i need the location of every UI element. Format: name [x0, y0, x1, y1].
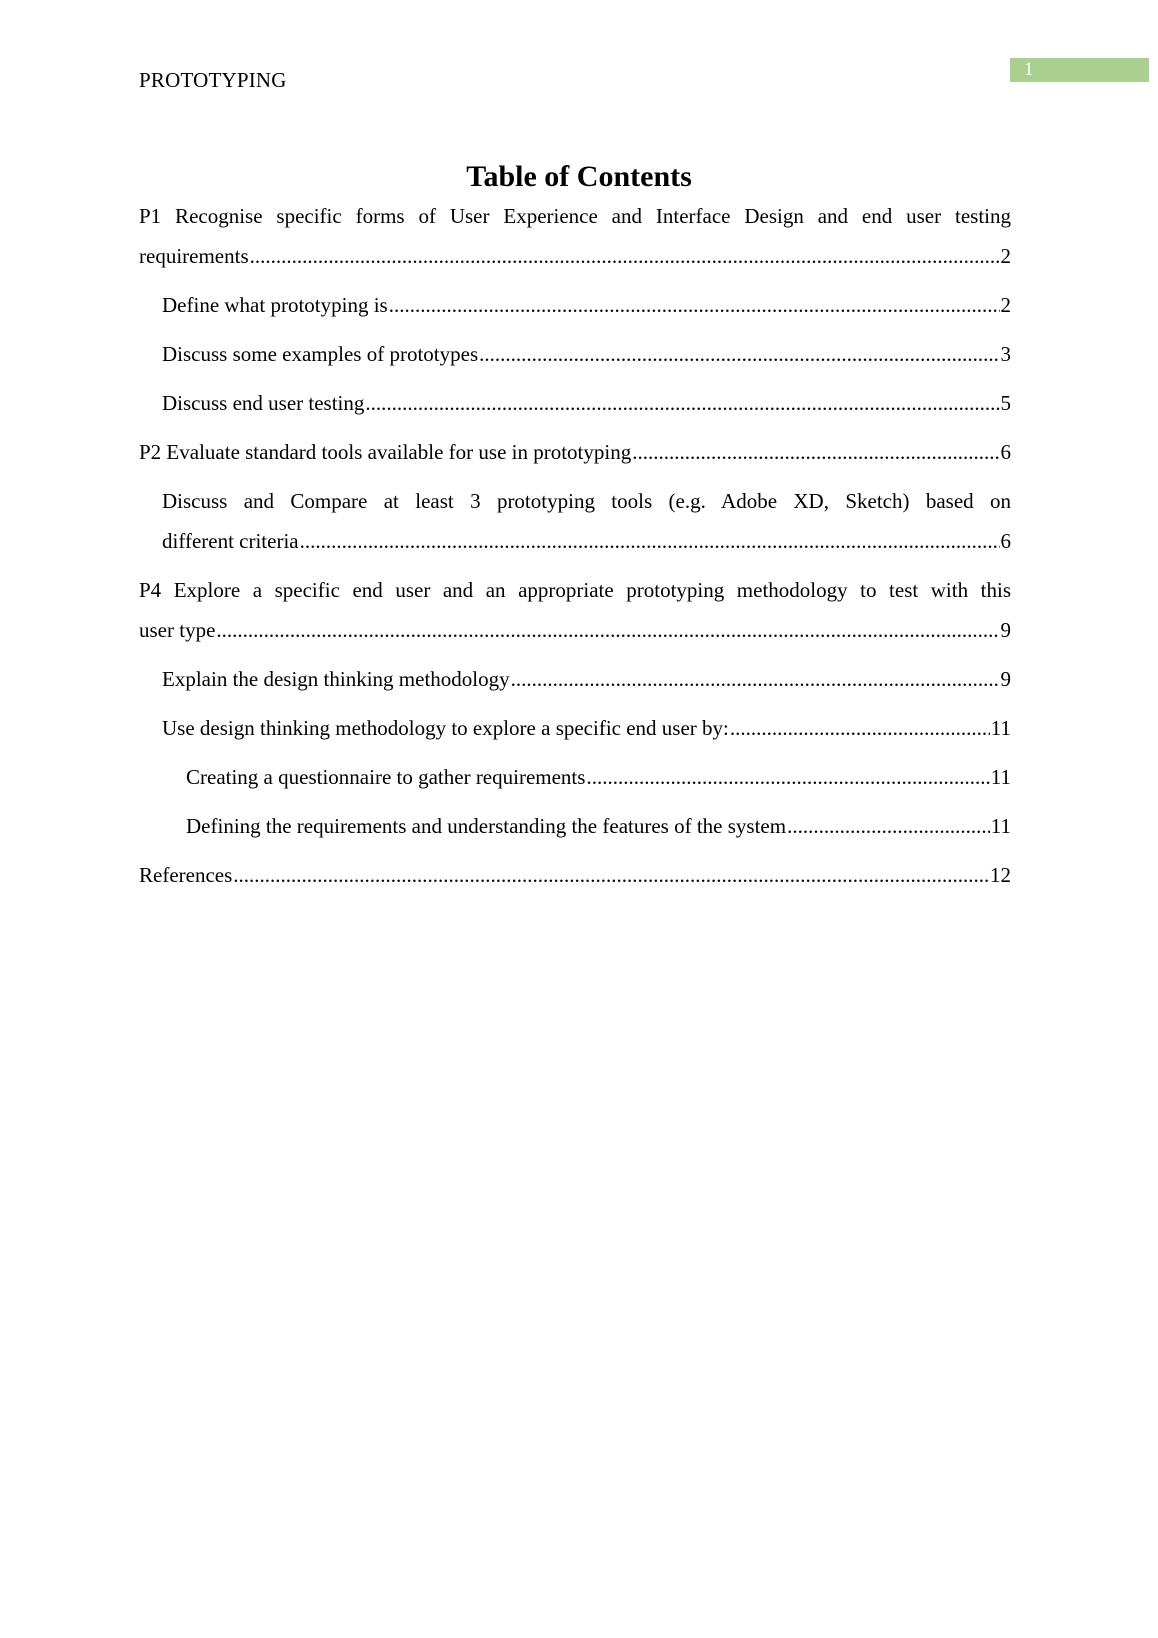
- dot-leader: [511, 659, 1000, 699]
- toc-entry[interactable]: [139, 383, 1011, 423]
- toc-entry-text: Creating a questionnaire to gather requirements: [186, 765, 586, 789]
- toc-entry[interactable]: [139, 855, 1011, 895]
- toc-entry[interactable]: [139, 481, 1011, 561]
- toc-page-number: 5: [1000, 391, 1011, 415]
- page-number-badge: 1: [1010, 58, 1149, 82]
- toc-entry[interactable]: [139, 806, 1011, 846]
- toc-entry-text: P2 Evaluate standard tools available for use in prototyping: [139, 440, 632, 464]
- toc-entry-text: Discuss end user testing: [162, 391, 365, 415]
- toc-entry[interactable]: [139, 285, 1011, 325]
- toc-entry-text: Use design thinking methodology to explore a specific end user by:: [162, 716, 729, 740]
- dot-leader: [365, 383, 999, 423]
- toc-entry-text: Discuss some examples of prototypes: [162, 342, 479, 366]
- toc-page-number: 2: [1000, 293, 1011, 317]
- toc-entry[interactable]: [139, 659, 1011, 699]
- toc-page-number: 11: [990, 765, 1011, 789]
- toc-entry-text: References: [139, 863, 233, 887]
- toc-entry[interactable]: [139, 708, 1011, 748]
- toc-entry-text: user type: [139, 618, 216, 642]
- toc-entry-text: Explain the design thinking methodology: [162, 667, 510, 691]
- toc-page-number: 9: [1000, 618, 1011, 642]
- toc-entry[interactable]: [139, 334, 1011, 374]
- toc-entry-text-line: P4 Explore a specific end user and an appropriate prototyping methodology to test with this: [139, 578, 1011, 602]
- dot-leader: [300, 521, 1000, 561]
- toc-page-number: 6: [1000, 440, 1011, 464]
- dot-leader: [250, 236, 1000, 276]
- dot-leader: [479, 334, 999, 374]
- toc-entry-text: different criteria: [162, 529, 299, 553]
- toc-entry-text: requirements: [139, 244, 249, 268]
- toc-entry-text: Define what prototyping is: [162, 293, 388, 317]
- toc-entry-text: Defining the requirements and understanding the features of the system: [186, 814, 787, 838]
- dot-leader: [632, 432, 999, 472]
- toc-entry[interactable]: [139, 570, 1011, 650]
- dot-leader: [233, 855, 989, 895]
- toc-page-number: 2: [1000, 244, 1011, 268]
- table-of-contents: [139, 196, 1011, 895]
- toc-entry-text-line: P1 Recognise specific forms of User Experience and Interface Design and end user testing: [139, 204, 1011, 228]
- toc-page-number: 11: [990, 716, 1011, 740]
- toc-page-number: 3: [1000, 342, 1011, 366]
- dot-leader: [389, 285, 1000, 325]
- dot-leader: [216, 610, 999, 650]
- toc-page-number: 11: [990, 814, 1011, 838]
- toc-entry[interactable]: [139, 432, 1011, 472]
- toc-page-number: 12: [990, 863, 1011, 887]
- toc-entry-text-line: Discuss and Compare at least 3 prototyping tools (e.g. Adobe XD, Sketch) based on: [162, 489, 1011, 513]
- dot-leader: [787, 806, 990, 846]
- running-header-title: PROTOTYPING: [139, 68, 287, 92]
- toc-page-number: 9: [1000, 667, 1011, 691]
- toc-page-number: 6: [1000, 529, 1011, 553]
- toc-heading: Table of Contents: [466, 160, 692, 193]
- toc-entry[interactable]: [139, 196, 1011, 276]
- dot-leader: [730, 708, 990, 748]
- toc-entry[interactable]: [139, 757, 1011, 797]
- dot-leader: [586, 757, 989, 797]
